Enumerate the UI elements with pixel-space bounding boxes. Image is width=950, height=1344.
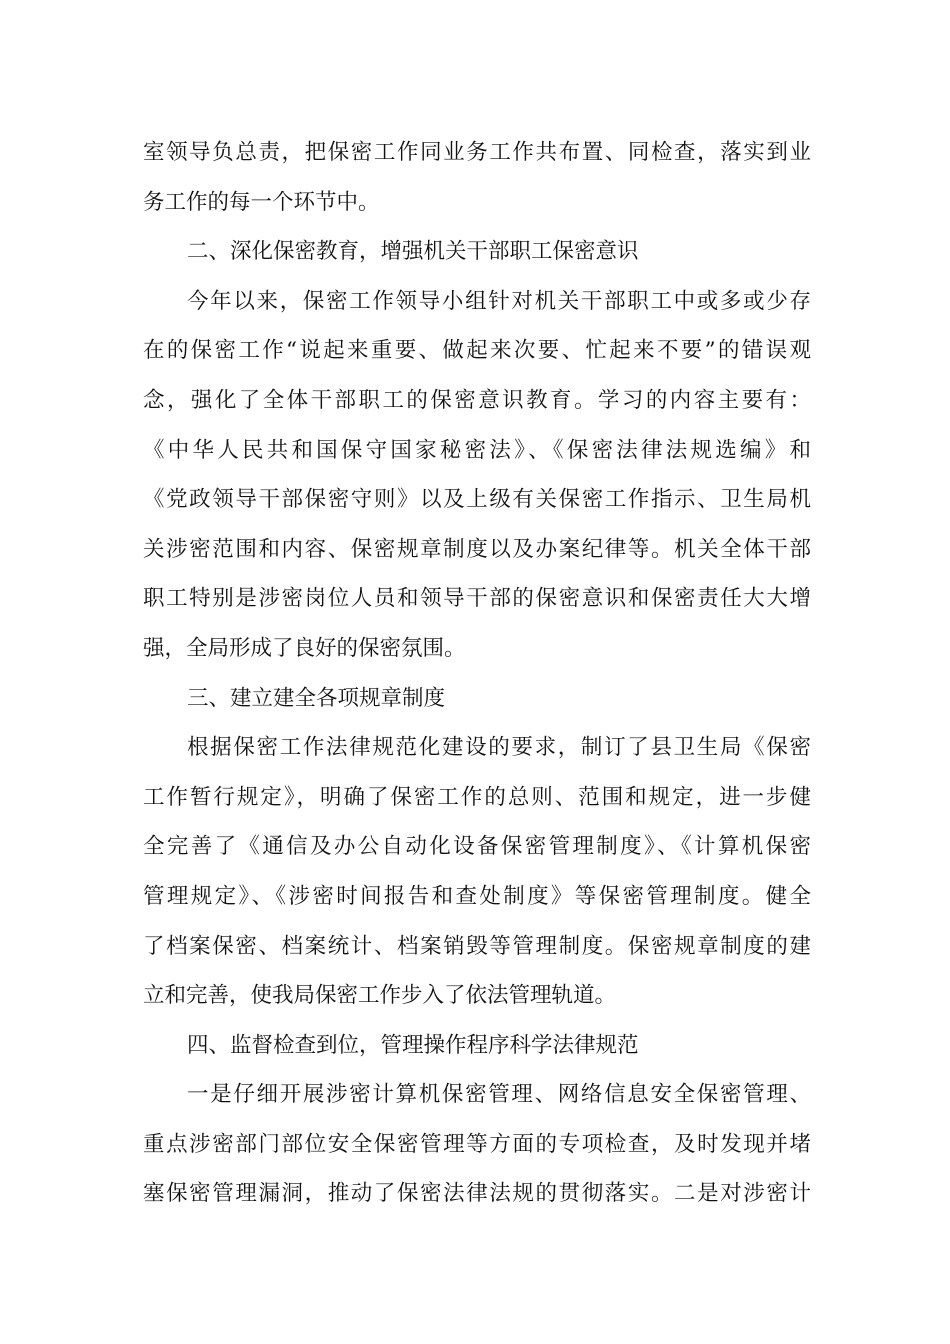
text-line: 塞保密管理漏洞，推动了保密法律法规的贯彻落实。二是对涉密计 bbox=[143, 1181, 811, 1207]
text-line: 《中华人民共和国保守国家秘密法》、《保密法律法规选编》和 bbox=[143, 437, 811, 463]
text-line: 一是仔细开展涉密计算机保密管理、网络信息安全保密管理、 bbox=[187, 1082, 811, 1108]
text-line: 《党政领导干部保密守则》以及上级有关保密工作指示、卫生局机 bbox=[143, 487, 811, 513]
document-body bbox=[143, 128, 811, 1219]
text-line: 务工作的每一个环节中。 bbox=[143, 189, 380, 215]
text-line: 强，全局形成了良好的保密氛围。 bbox=[143, 635, 466, 661]
text-line: 在的保密工作“说起来重要、做起来次要、忙起来不要”的错误观 bbox=[143, 338, 811, 364]
text-line: 关涉密范围和内容、保密规章制度以及办案纪律等。机关全体干部 bbox=[143, 536, 811, 562]
text-line: 全完善了《通信及办公自动化设备保密管理制度》、《计算机保密 bbox=[143, 834, 811, 860]
text-line: 今年以来，保密工作领导小组针对机关干部职工中或多或少存 bbox=[187, 288, 811, 314]
text-line: 了档案保密、档案统计、档案销毁等管理制度。保密规章制度的建 bbox=[143, 933, 811, 959]
text-line: 念，强化了全体干部职工的保密意识教育。学习的内容主要有： bbox=[143, 387, 811, 413]
text-line: 立和完善，使我局保密工作步入了依法管理轨道。 bbox=[143, 983, 617, 1009]
text-line: 职工特别是涉密岗位人员和领导干部的保密意识和保密责任大大增 bbox=[143, 586, 811, 612]
section-heading: 三、建立建全各项规章制度 bbox=[187, 685, 446, 711]
section-heading: 四、监督检查到位，管理操作程序科学法律规范 bbox=[187, 1032, 639, 1058]
text-line: 管理规定》、《涉密时间报告和查处制度》等保密管理制度。健全 bbox=[143, 883, 811, 909]
text-line: 根据保密工作法律规范化建设的要求，制订了县卫生局《保密 bbox=[187, 735, 811, 761]
section-heading: 二、深化保密教育，增强机关干部职工保密意识 bbox=[187, 239, 639, 265]
text-line: 重点涉密部门部位安全保密管理等方面的专项检查，及时发现并堵 bbox=[143, 1131, 811, 1157]
text-line: 室领导负总责，把保密工作同业务工作共布置、同检查，落实到业 bbox=[143, 140, 811, 165]
text-line: 工作暂行规定》，明确了保密工作的总则、范围和规定，进一步健 bbox=[143, 784, 811, 810]
